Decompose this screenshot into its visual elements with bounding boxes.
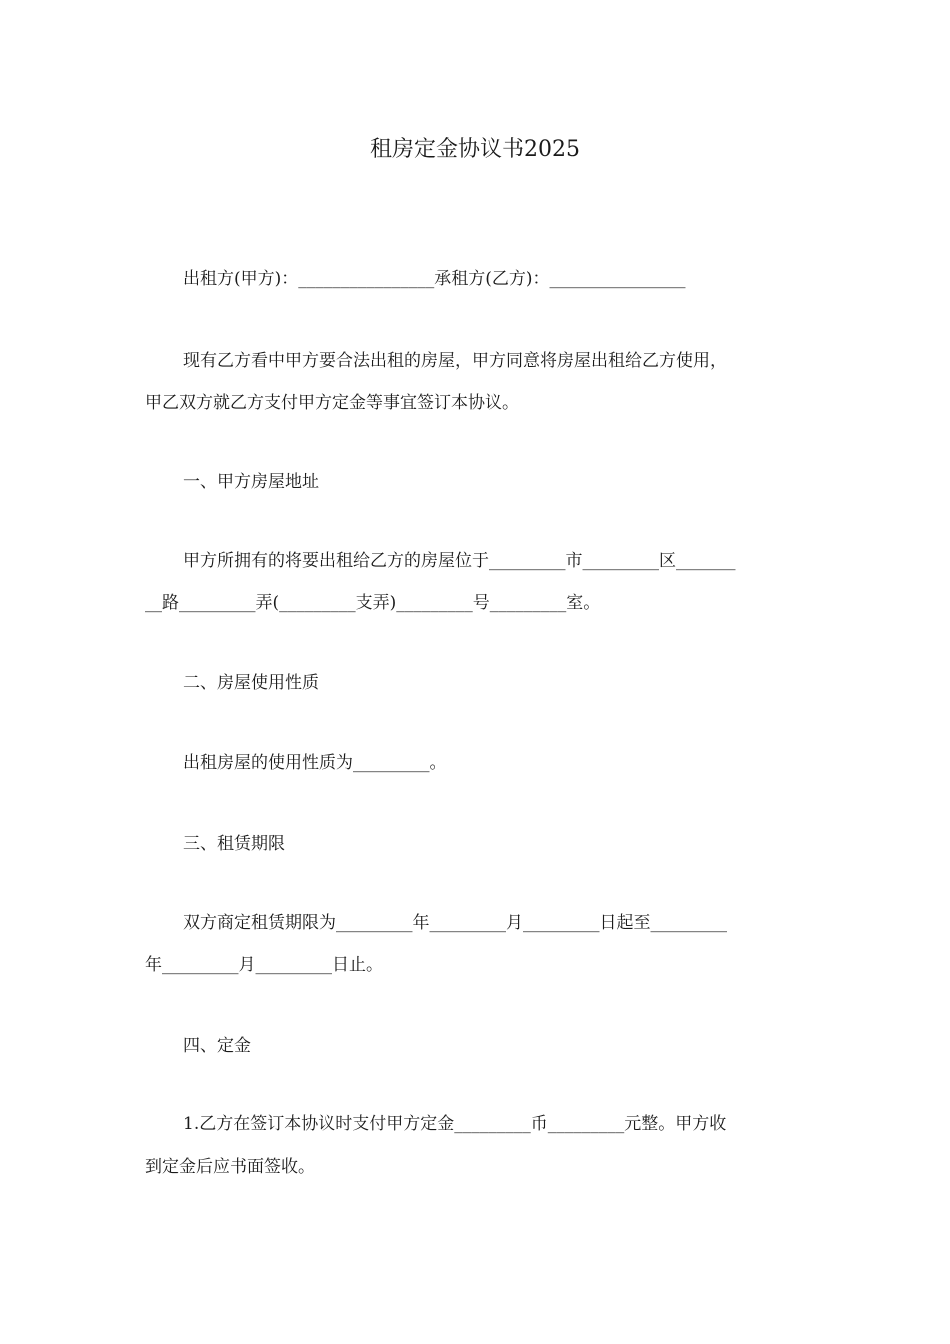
deposit-paragraph-line-1: 1.乙方在签订本协议时支付甲方定金_________币_________元整。甲方收 [183,1114,727,1134]
parties-line: 出租方(甲方)：________________承租方(乙方)：________________ [183,269,686,289]
address-paragraph-line-1: 甲方所拥有的将要出租给乙方的房屋位于_________市_________区_______ [183,551,736,571]
section-heading-address: 一、甲方房屋地址 [183,472,319,492]
deposit-paragraph-line-2: 到定金后应书面签收。 [145,1157,315,1177]
term-paragraph-line-1: 双方商定租赁期限为_________年_________月_________日起至_________ [183,913,727,933]
intro-paragraph-line-1: 现有乙方看中甲方要合法出租的房屋，甲方同意将房屋出租给乙方使用， [183,351,727,371]
section-heading-term: 三、租赁期限 [183,834,285,854]
term-paragraph-line-2: 年_________月_________日止。 [145,955,383,975]
section-heading-usage: 二、房屋使用性质 [183,673,319,693]
address-paragraph-line-2: __路_________弄(_________支弄)_________号_________室。 [145,593,601,613]
document-title: 租房定金协议书2025 [370,137,580,162]
usage-paragraph: 出租房屋的使用性质为_________。 [183,753,447,773]
section-heading-deposit: 四、定金 [183,1036,251,1056]
intro-paragraph-line-2: 甲乙双方就乙方支付甲方定金等事宜签订本协议。 [145,393,519,413]
